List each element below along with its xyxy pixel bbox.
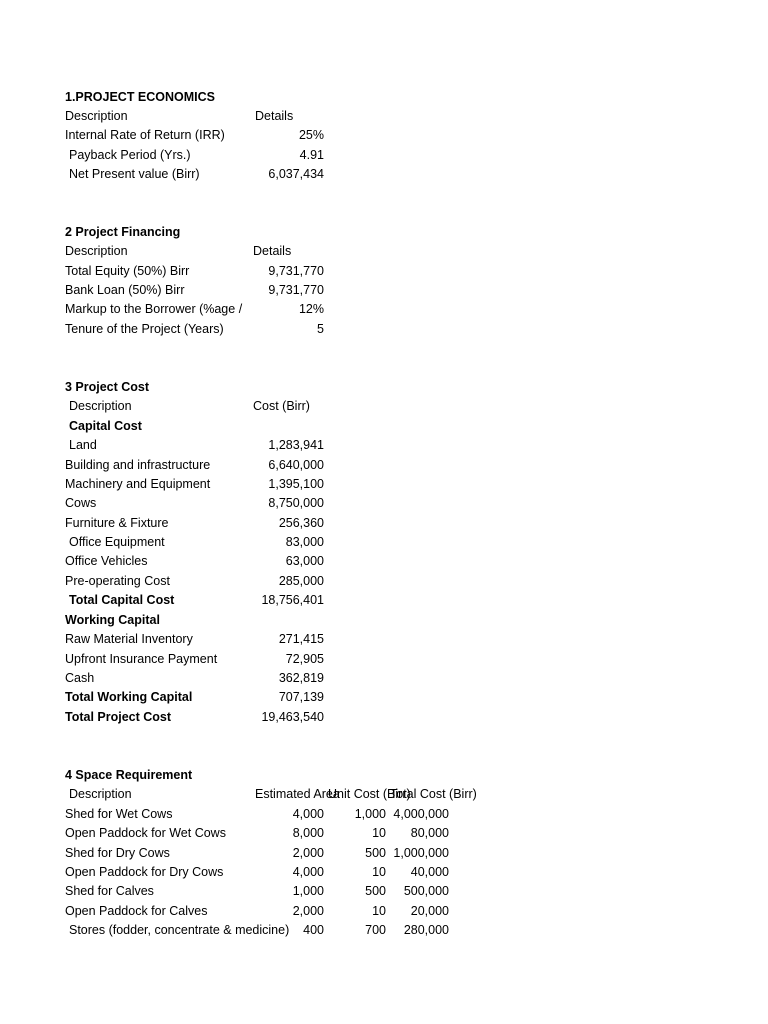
table-row <box>0 146 768 165</box>
table-row <box>0 572 768 591</box>
row-unit-cost: 500 <box>365 884 386 898</box>
row-value: 12% <box>298 302 324 316</box>
row-value: 9,731,770 <box>268 264 324 278</box>
table-row <box>0 281 768 300</box>
table-row <box>0 844 768 863</box>
row-label: Shed for Calves <box>65 884 154 898</box>
subsection-title: Capital Cost <box>69 419 142 433</box>
table-row <box>0 902 768 921</box>
section-2-title-row <box>0 223 768 242</box>
row-label: Furniture & Fixture <box>65 516 169 530</box>
row-value: 256,360 <box>278 516 324 530</box>
row-value: 9,731,770 <box>268 283 324 297</box>
row-label: Markup to the Borrower (%age / <box>65 302 243 316</box>
total-label: Total Capital Cost <box>69 593 175 607</box>
row-value: 63,000 <box>285 554 324 568</box>
section-2-header-row <box>0 242 768 261</box>
row-total-cost: 1,000,000 <box>393 846 449 860</box>
section-4-header-row <box>0 785 768 804</box>
row-label: Open Paddock for Dry Cows <box>65 865 224 879</box>
table-row <box>0 533 768 552</box>
table-row <box>0 456 768 475</box>
row-unit-cost: 10 <box>372 826 386 840</box>
row-label: Net Present value (Birr) <box>69 167 200 181</box>
row-unit-cost: 10 <box>372 865 386 879</box>
column-header-area: Estimated Area <box>255 787 340 801</box>
section-title: 4 Space Requirement <box>65 768 193 782</box>
row-value: 6,640,000 <box>268 458 324 472</box>
row-label: Building and infrastructure <box>65 458 211 472</box>
row-area: 8,000 <box>292 826 324 840</box>
row-total-cost: 4,000,000 <box>393 807 449 821</box>
total-value: 707,139 <box>278 690 324 704</box>
row-unit-cost: 10 <box>372 904 386 918</box>
row-total-cost: 80,000 <box>410 826 449 840</box>
section-1-header-row <box>0 107 768 126</box>
row-total-cost: 40,000 <box>410 865 449 879</box>
row-label: Pre-operating Cost <box>65 574 170 588</box>
row-area: 2,000 <box>292 904 324 918</box>
row-area: 4,000 <box>292 865 324 879</box>
section-title: 1.PROJECT ECONOMICS <box>65 90 216 104</box>
row-label: Office Equipment <box>69 535 165 549</box>
table-row <box>0 669 768 688</box>
total-value: 18,756,401 <box>261 593 324 607</box>
section-4-title-row <box>0 766 768 785</box>
table-row <box>0 475 768 494</box>
row-area: 4,000 <box>292 807 324 821</box>
row-value: 72,905 <box>285 652 324 666</box>
row-area: 400 <box>303 923 324 937</box>
row-label: Raw Material Inventory <box>65 632 193 646</box>
section-3-title-row <box>0 378 768 397</box>
row-value: 5 <box>317 322 324 336</box>
row-label: Total Equity (50%) Birr <box>65 264 190 278</box>
section-title: 2 Project Financing <box>65 225 181 239</box>
total-row <box>0 591 768 610</box>
table-row <box>0 165 768 184</box>
table-row <box>0 921 768 940</box>
row-value: 4.91 <box>299 148 324 162</box>
row-total-cost: 280,000 <box>403 923 449 937</box>
table-row <box>0 320 768 339</box>
row-label: Machinery and Equipment <box>65 477 211 491</box>
section-3-header-row <box>0 397 768 416</box>
row-label: Upfront Insurance Payment <box>65 652 218 666</box>
row-label: Land <box>69 438 97 452</box>
row-unit-cost: 700 <box>365 923 386 937</box>
row-area: 1,000 <box>292 884 324 898</box>
row-label: Shed for Dry Cows <box>65 846 170 860</box>
column-header-description: Description <box>65 109 128 123</box>
section-title: 3 Project Cost <box>65 380 150 394</box>
total-row <box>0 708 768 727</box>
table-row <box>0 436 768 455</box>
table-row <box>0 552 768 571</box>
column-header-description: Description <box>69 787 132 801</box>
subsection-title-row <box>0 611 768 630</box>
table-row <box>0 805 768 824</box>
row-unit-cost: 1,000 <box>354 807 386 821</box>
row-value: 8,750,000 <box>268 496 324 510</box>
row-value: 362,819 <box>278 671 324 685</box>
row-label: Office Vehicles <box>65 554 148 568</box>
column-header-unit-cost: Unit Cost (Birr) <box>328 787 411 801</box>
column-header-details: Details <box>253 244 292 258</box>
subsection-title-row <box>0 417 768 436</box>
total-row <box>0 688 768 707</box>
row-value: 6,037,434 <box>268 167 324 181</box>
row-label: Tenure of the Project (Years) <box>65 322 224 336</box>
table-row <box>0 300 768 319</box>
table-row <box>0 630 768 649</box>
row-label: Cash <box>65 671 95 685</box>
row-value: 285,000 <box>278 574 324 588</box>
row-value: 1,395,100 <box>268 477 324 491</box>
column-header-description: Description <box>65 244 128 258</box>
table-row <box>0 126 768 145</box>
row-area: 2,000 <box>292 846 324 860</box>
row-label: Open Paddock for Wet Cows <box>65 826 226 840</box>
row-value: 25% <box>298 128 324 142</box>
row-total-cost: 20,000 <box>410 904 449 918</box>
row-label: Payback Period (Yrs.) <box>69 148 191 162</box>
subsection-title: Working Capital <box>65 613 160 627</box>
column-header-details: Details <box>255 109 294 123</box>
total-value: 19,463,540 <box>261 710 324 724</box>
column-header-cost: Cost (Birr) <box>253 399 310 413</box>
row-label: Shed for Wet Cows <box>65 807 173 821</box>
column-header-description: Description <box>69 399 132 413</box>
total-label: Total Project Cost <box>65 710 172 724</box>
row-label: Internal Rate of Return (IRR) <box>65 128 225 142</box>
table-row <box>0 863 768 882</box>
row-value: 83,000 <box>285 535 324 549</box>
total-label: Total Working Capital <box>65 690 193 704</box>
table-row <box>0 882 768 901</box>
table-row <box>0 494 768 513</box>
row-total-cost: 500,000 <box>403 884 449 898</box>
table-row <box>0 824 768 843</box>
section-1-title-row <box>0 88 768 107</box>
table-row <box>0 262 768 281</box>
row-label: Bank Loan (50%) Birr <box>65 283 185 297</box>
row-label: Cows <box>65 496 97 510</box>
row-label: Open Paddock for Calves <box>65 904 208 918</box>
row-value: 271,415 <box>278 632 324 646</box>
column-header-total-cost: Total Cost (Birr) <box>390 787 477 801</box>
row-label: Stores (fodder, concentrate & medicine) <box>69 923 290 937</box>
row-value: 1,283,941 <box>268 438 324 452</box>
row-unit-cost: 500 <box>365 846 386 860</box>
table-row <box>0 650 768 669</box>
table-row <box>0 514 768 533</box>
